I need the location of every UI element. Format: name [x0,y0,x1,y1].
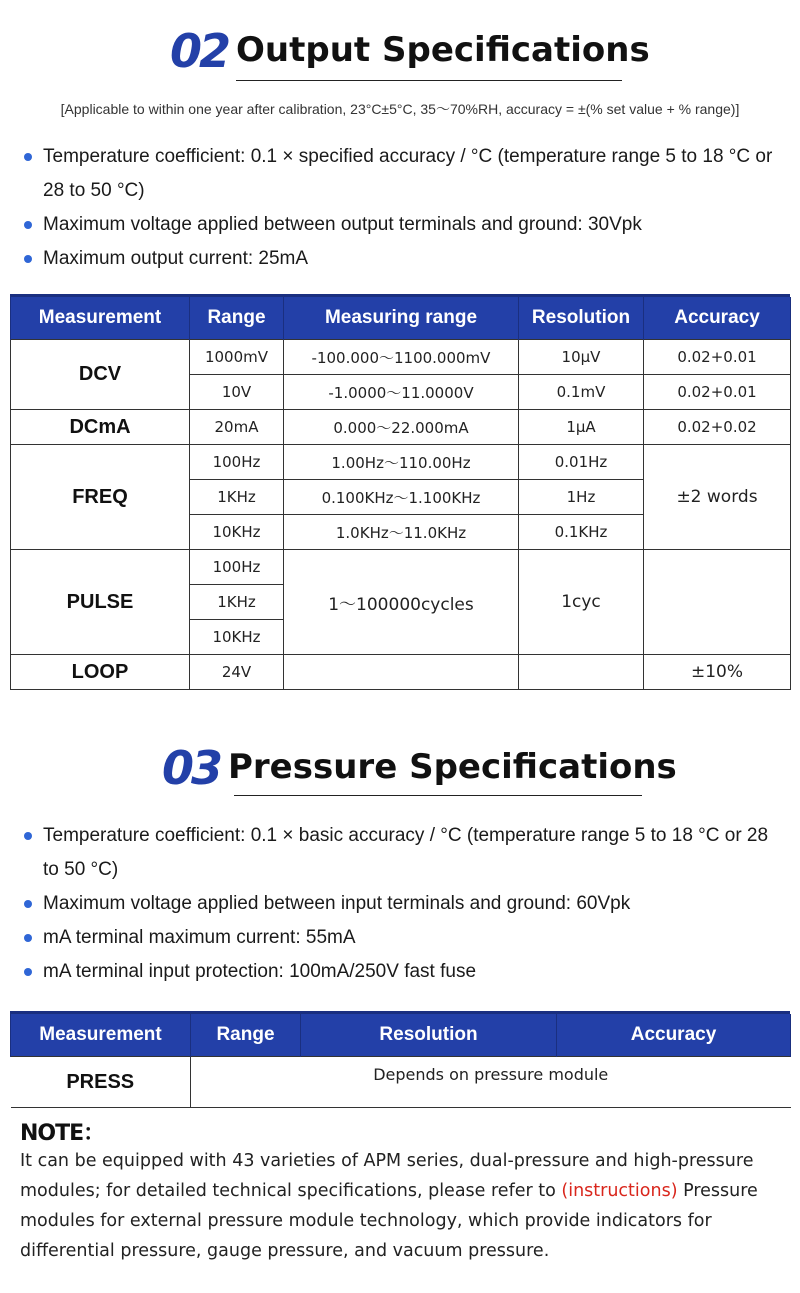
section-2-header [0,0,800,90]
cell-range: 10KHz [190,620,284,655]
list-item: Temperature coefficient: 0.1 × basic accuracy / °C (temperature range 5 to 18 °C or 28 to 50 °C) [24,819,784,887]
header-accuracy: Accuracy [644,297,791,340]
section-2-underline [236,80,622,81]
cell-accuracy: 0.02+0.01 [644,340,791,375]
note-title: NOTE： [20,1121,105,1146]
header-measurement: Measurement [11,1014,191,1057]
cell-measuring: -100.000～1100.000mV [284,340,519,375]
cell-resolution-empty [519,655,644,690]
cell-resolution: 0.01Hz [519,445,644,480]
cell-range: 24V [190,655,284,690]
cell-measuring: -1.0000～11.0000V [284,375,519,410]
output-spec-table [10,297,791,690]
section-2-number: 02 [170,24,229,78]
cell-resolution: 0.1mV [519,375,644,410]
cell-range: 1000mV [190,340,284,375]
table-row [11,340,791,375]
cell-press-value: Depends on pressure module [191,1057,791,1108]
header-accuracy: Accuracy [557,1014,791,1057]
section-3-title: Pressure Specifications [228,747,677,787]
table-row [11,410,791,445]
header-measurement: Measurement [11,297,190,340]
measurement-pulse: PULSE [11,550,190,655]
table-row [11,550,791,585]
cell-range: 1KHz [190,480,284,515]
header-range: Range [191,1014,301,1057]
cell-measuring-empty [284,655,519,690]
measurement-loop: LOOP [11,655,190,690]
measurement-dcv: DCV [11,340,190,410]
cell-accuracy: 0.02+0.01 [644,375,791,410]
measurement-dcma: DCmA [11,410,190,445]
section-2-title: Output Specifications [236,30,650,70]
list-item: Maximum output current: 25mA [24,242,784,276]
calibration-conditions: [Applicable to within one year after calibration, 23°C±5°C, 35～70%RH, accuracy = ±(% set value + % range)] [60,101,740,117]
header-measuring-range: Measuring range [284,297,519,340]
section-3-number: 03 [162,741,221,795]
header-resolution: Resolution [519,297,644,340]
note-text [20,1146,760,1266]
table-header-row [11,1014,791,1057]
cell-measuring: 0.100KHz～1.100KHz [284,480,519,515]
list-item: mA terminal maximum current: 55mA [24,921,784,955]
cell-accuracy-empty [644,550,791,655]
cell-range: 1KHz [190,585,284,620]
table-header-row [11,297,791,340]
header-range: Range [190,297,284,340]
cell-resolution: 1μA [519,410,644,445]
table-row [11,655,791,690]
list-item: Maximum voltage applied between input terminals and ground: 60Vpk [24,887,784,921]
cell-accuracy: ±2 words [644,445,791,550]
cell-measuring: 1～100000cycles [284,550,519,655]
note-text-end: Pressure modules for external pressure module technology, which provide indicators for differential pressure, gauge pressure, and vacuum pressure. [20,1181,758,1261]
list-item: Temperature coefficient: 0.1 × specified accuracy / °C (temperature range 5 to 18 °C or 28 to 50 °C) [24,140,784,208]
table-row [11,1057,791,1108]
cell-measuring: 1.0KHz～11.0KHz [284,515,519,550]
cell-resolution: 1Hz [519,480,644,515]
pressure-spec-table [10,1014,791,1108]
list-item: Maximum voltage applied between output terminals and ground: 30Vpk [24,208,784,242]
header-resolution: Resolution [301,1014,557,1057]
cell-resolution: 1cyc [519,550,644,655]
section-3-underline [234,795,642,796]
cell-accuracy: ±10% [644,655,791,690]
cell-range: 100Hz [190,550,284,585]
table-row [11,445,791,480]
cell-range: 10KHz [190,515,284,550]
note-text-start: It can be equipped with 43 varieties of APM series, dual-pressure and high-pressure modules; for detailed technical specifications, please refer to [20,1151,754,1201]
list-item: mA terminal input protection: 100mA/250V fast fuse [24,955,784,989]
section-3-header [0,730,800,810]
cell-measuring: 0.000～22.000mA [284,410,519,445]
cell-resolution: 0.1KHz [519,515,644,550]
output-spec-list [24,140,784,276]
cell-range: 10V [190,375,284,410]
measurement-freq: FREQ [11,445,190,550]
instructions-link[interactable]: (instructions) [561,1181,678,1201]
cell-resolution: 10μV [519,340,644,375]
cell-measuring: 1.00Hz～110.00Hz [284,445,519,480]
pressure-spec-list [24,819,784,989]
cell-range: 20mA [190,410,284,445]
cell-range: 100Hz [190,445,284,480]
cell-accuracy: 0.02+0.02 [644,410,791,445]
measurement-press: PRESS [11,1057,191,1108]
